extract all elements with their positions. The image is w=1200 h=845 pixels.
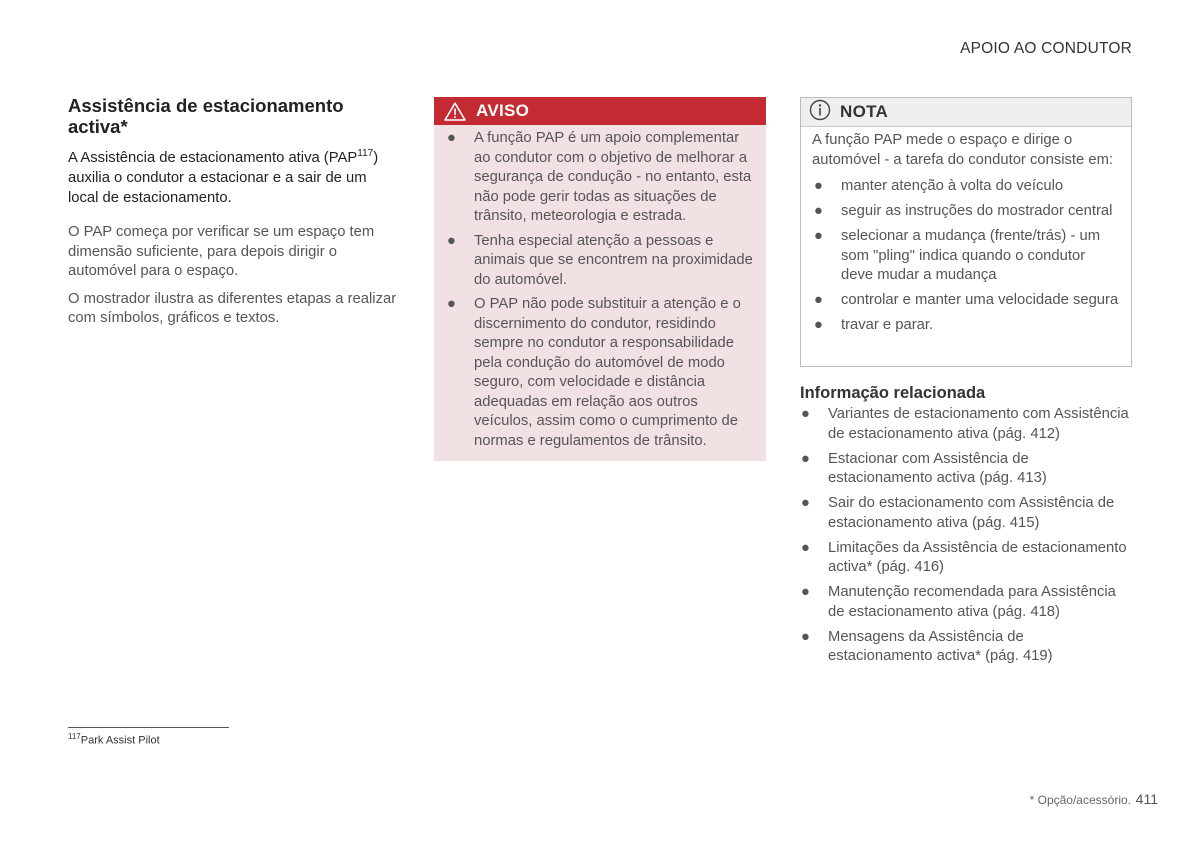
related-link-text[interactable]: Manutenção recomendada para Assistência de estacionamento ativa (pág. 418) — [828, 584, 1116, 620]
running-header: APOIO AO CONDUTOR — [960, 40, 1132, 57]
bullet-icon: ● — [801, 406, 810, 422]
related-link[interactable] — [800, 583, 1130, 622]
note-title: NOTA — [840, 102, 889, 121]
note-intro: A função PAP mede o espaço e dirige o automóvel - a tarefa do condutor consiste em: — [812, 132, 1114, 168]
note-item — [813, 177, 1121, 197]
main-section — [68, 95, 398, 329]
related-link-text[interactable]: Limitações da Assistência de estacionamento activa* (pág. 416) — [828, 539, 1127, 575]
bullet-icon: ● — [801, 628, 810, 645]
warning-item — [446, 295, 754, 451]
warning-box — [434, 97, 766, 461]
bullet-icon: ● — [801, 450, 810, 467]
info-circle-icon — [809, 99, 831, 126]
bullet-icon: ● — [814, 178, 823, 194]
warning-item — [446, 129, 754, 227]
note-item-text: seguir as instruções do mostrador central — [841, 203, 1113, 219]
note-box — [800, 97, 1132, 367]
warning-title: AVISO — [476, 101, 530, 120]
note-item — [813, 202, 1121, 222]
bullet-icon: ● — [801, 495, 810, 511]
page-number: 411 — [1135, 791, 1158, 807]
note-item-text: travar e parar. — [841, 317, 934, 333]
note-list — [801, 177, 1131, 336]
warning-item-text: O PAP não pode substituir a atenção e o discernimento do condutor, residindo sempre no condutor a responsabilidade pela condução do automóvel de modo seguro, com velocidade e distância adequadas em relação aos outros veículos, assim como o cumprimento de normas e regulamentos de trânsito. — [474, 296, 741, 449]
footnote-number: 117 — [68, 732, 81, 741]
warning-triangle-icon — [444, 102, 466, 121]
bullet-icon: ● — [814, 292, 823, 308]
related-link-text[interactable]: Estacionar com Assistência de estacionamento activa (pág. 413) — [828, 450, 1047, 486]
related-link[interactable] — [800, 628, 1130, 667]
note-item — [813, 316, 1121, 336]
note-item — [813, 227, 1121, 286]
note-item-text: controlar e manter uma velocidade segura — [841, 292, 1119, 308]
related-link[interactable] — [800, 494, 1130, 533]
note-item-text: manter atenção à volta do veículo — [841, 178, 1064, 194]
bullet-icon: ● — [814, 317, 823, 333]
related-link-text[interactable]: Sair do estacionamento com Assistência de estacionamento ativa (pág. 415) — [828, 495, 1115, 531]
related-link[interactable] — [800, 405, 1130, 444]
warning-list — [434, 125, 766, 451]
note-item — [813, 291, 1121, 311]
section-heading: Assistência de estacionamento activa* — [68, 95, 344, 137]
related-info — [800, 383, 1130, 672]
intro-paragraph — [68, 148, 398, 208]
warning-item-text: A função PAP é um apoio complementar ao condutor com o objetivo de melhorar a segurança de condução - no entanto, esta não pode gerir todas as situações de trânsito, meteorologia e estrada. — [474, 130, 752, 224]
note-item-text: selecionar a mudança (frente/trás) - um som "pling" indica quando o condutor deve mudar a mudança — [841, 228, 1101, 283]
footnote-text: Park Assist Pilot — [80, 734, 160, 747]
body-paragraph: O mostrador ilustra as diferentes etapas a realizar com símbolos, gráficos e textos. — [68, 290, 397, 326]
related-link-text[interactable]: Mensagens da Assistência de estacionamento activa* (pág. 419) — [828, 628, 1053, 664]
warning-item — [446, 232, 754, 291]
bullet-icon: ● — [801, 584, 810, 600]
bullet-icon: ● — [447, 130, 456, 146]
intro-text: A Assistência de estacionamento ativa (PAP — [68, 150, 358, 166]
related-heading: Informação relacionada — [800, 384, 986, 402]
bullet-icon: ● — [814, 203, 823, 219]
bullet-icon: ● — [801, 539, 810, 556]
footer-note: * Opção/acessório. — [1029, 793, 1131, 807]
related-link[interactable] — [800, 450, 1130, 489]
footnote-divider — [68, 727, 229, 728]
related-link[interactable] — [800, 539, 1130, 578]
bullet-icon: ● — [447, 296, 456, 312]
warning-header — [434, 97, 766, 125]
related-link-text[interactable]: Variantes de estacionamento com Assistência de estacionamento ativa (pág. 412) — [828, 406, 1129, 442]
intro-text-end: ) auxilia o condutor a estacionar e a sair de um local de estacionamento. — [68, 150, 379, 206]
note-header — [801, 98, 1131, 127]
footnote — [68, 732, 160, 747]
warning-item-text: Tenha especial atenção a pessoas e animais que se encontrem na proximidade do automóvel. — [474, 232, 753, 288]
related-list — [800, 405, 1130, 667]
bullet-icon: ● — [447, 232, 456, 249]
bullet-icon: ● — [814, 228, 823, 244]
footnote-ref[interactable]: 117 — [357, 148, 374, 160]
body-paragraph: O PAP começa por verificar se um espaço tem dimensão suficiente, para depois dirigir o automóvel para o espaço. — [68, 224, 375, 279]
